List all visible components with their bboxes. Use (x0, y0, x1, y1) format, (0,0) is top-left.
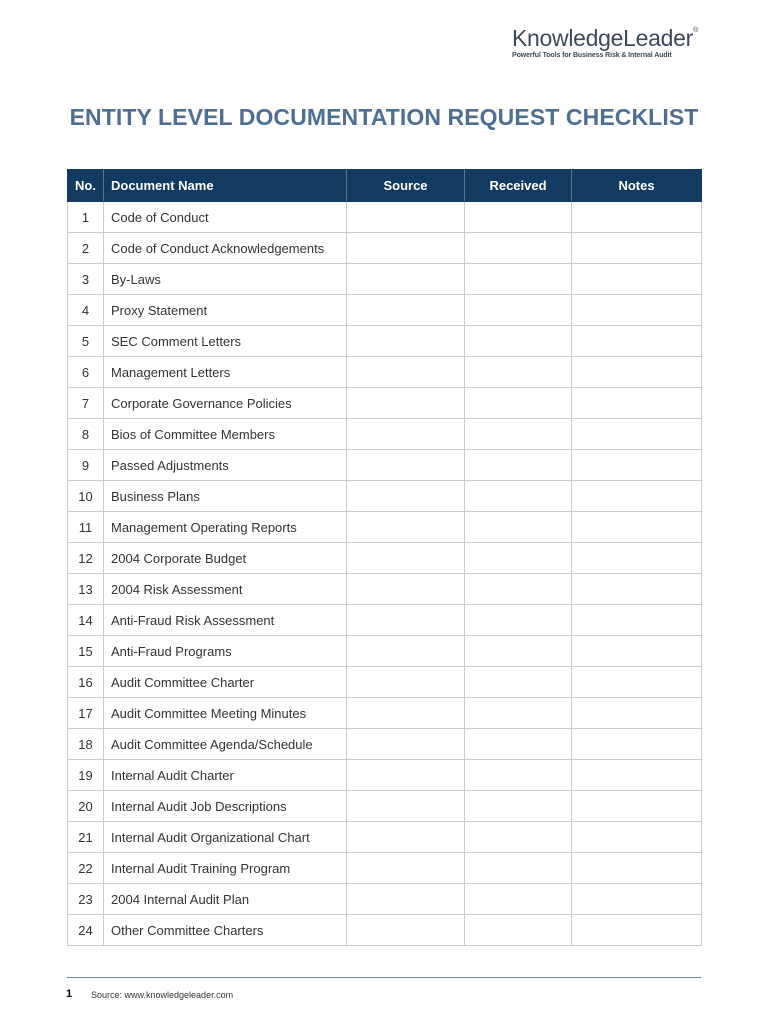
table-row (68, 760, 702, 791)
notes-cell (572, 388, 702, 419)
row-number: 15 (68, 636, 104, 667)
table-row (68, 233, 702, 264)
document-name: Business Plans (104, 481, 347, 512)
received-cell (465, 419, 572, 450)
document-name: Code of Conduct Acknowledgements (104, 233, 347, 264)
notes-cell (572, 295, 702, 326)
table-row (68, 357, 702, 388)
table-row (68, 574, 702, 605)
document-name: Anti-Fraud Programs (104, 636, 347, 667)
row-number: 18 (68, 729, 104, 760)
row-number: 20 (68, 791, 104, 822)
received-cell (465, 574, 572, 605)
notes-cell (572, 915, 702, 946)
table-row (68, 915, 702, 946)
source-cell (347, 822, 465, 853)
source-cell (347, 853, 465, 884)
notes-cell (572, 233, 702, 264)
document-name: Proxy Statement (104, 295, 347, 326)
logo-wordmark (512, 24, 712, 52)
table-row (68, 729, 702, 760)
document-name: Internal Audit Training Program (104, 853, 347, 884)
document-name: 2004 Internal Audit Plan (104, 884, 347, 915)
source-cell (347, 419, 465, 450)
received-cell (465, 884, 572, 915)
notes-cell (572, 326, 702, 357)
footer-source: Source: www.knowledgeleader.com (91, 990, 234, 1000)
row-number: 8 (68, 419, 104, 450)
notes-cell (572, 884, 702, 915)
row-number: 22 (68, 853, 104, 884)
row-number: 17 (68, 698, 104, 729)
received-cell (465, 605, 572, 636)
source-cell (347, 450, 465, 481)
notes-cell (572, 574, 702, 605)
row-number: 13 (68, 574, 104, 605)
notes-cell (572, 667, 702, 698)
notes-cell (572, 636, 702, 667)
row-number: 6 (68, 357, 104, 388)
document-name: Management Letters (104, 357, 347, 388)
document-name: 2004 Risk Assessment (104, 574, 347, 605)
document-name: Internal Audit Organizational Chart (104, 822, 347, 853)
source-cell (347, 357, 465, 388)
header-notes: Notes (572, 170, 702, 202)
notes-cell (572, 481, 702, 512)
notes-cell (572, 698, 702, 729)
logo-word-knowledge: Knowledge (512, 25, 624, 51)
received-cell (465, 853, 572, 884)
logo-tagline: Powerful Tools for Business Risk & Internal Audit (512, 52, 672, 59)
received-cell (465, 481, 572, 512)
received-cell (465, 202, 572, 233)
registered-mark: ® (692, 27, 698, 34)
source-cell (347, 915, 465, 946)
row-number: 24 (68, 915, 104, 946)
document-name: Internal Audit Job Descriptions (104, 791, 347, 822)
received-cell (465, 295, 572, 326)
row-number: 2 (68, 233, 104, 264)
received-cell (465, 760, 572, 791)
row-number: 3 (68, 264, 104, 295)
notes-cell (572, 357, 702, 388)
document-name: Audit Committee Agenda/Schedule (104, 729, 347, 760)
source-cell (347, 543, 465, 574)
document-name: Bios of Committee Members (104, 419, 347, 450)
source-cell (347, 698, 465, 729)
table-row (68, 543, 702, 574)
received-cell (465, 915, 572, 946)
source-cell (347, 667, 465, 698)
notes-cell (572, 822, 702, 853)
table-row (68, 481, 702, 512)
notes-cell (572, 791, 702, 822)
row-number: 14 (68, 605, 104, 636)
source-cell (347, 202, 465, 233)
row-number: 4 (68, 295, 104, 326)
header-row (68, 170, 702, 202)
received-cell (465, 791, 572, 822)
table-row (68, 853, 702, 884)
header-source: Source (347, 170, 465, 202)
page-number: 1 (66, 988, 73, 1000)
received-cell (465, 450, 572, 481)
document-name: Passed Adjustments (104, 450, 347, 481)
received-cell (465, 264, 572, 295)
source-cell (347, 574, 465, 605)
logo-word-leader: Leader (623, 25, 693, 51)
received-cell (465, 667, 572, 698)
document-name: Audit Committee Meeting Minutes (104, 698, 347, 729)
received-cell (465, 326, 572, 357)
received-cell (465, 543, 572, 574)
row-number: 23 (68, 884, 104, 915)
document-name: Corporate Governance Policies (104, 388, 347, 419)
document-name: Management Operating Reports (104, 512, 347, 543)
source-cell (347, 791, 465, 822)
notes-cell (572, 419, 702, 450)
table-row (68, 667, 702, 698)
received-cell (465, 357, 572, 388)
notes-cell (572, 512, 702, 543)
row-number: 10 (68, 481, 104, 512)
source-cell (347, 605, 465, 636)
document-name: Code of Conduct (104, 202, 347, 233)
notes-cell (572, 729, 702, 760)
header-no: No. (68, 170, 104, 202)
table-row (68, 264, 702, 295)
source-cell (347, 884, 465, 915)
source-cell (347, 233, 465, 264)
row-number: 12 (68, 543, 104, 574)
row-number: 19 (68, 760, 104, 791)
checklist-table (67, 169, 702, 946)
document-name: Other Committee Charters (104, 915, 347, 946)
table-row (68, 791, 702, 822)
source-cell (347, 636, 465, 667)
source-cell (347, 481, 465, 512)
footer-divider (67, 977, 701, 978)
row-number: 9 (68, 450, 104, 481)
notes-cell (572, 605, 702, 636)
table-row (68, 450, 702, 481)
row-number: 21 (68, 822, 104, 853)
source-cell (347, 760, 465, 791)
row-number: 11 (68, 512, 104, 543)
source-cell (347, 729, 465, 760)
table-row (68, 512, 702, 543)
row-number: 7 (68, 388, 104, 419)
received-cell (465, 729, 572, 760)
received-cell (465, 388, 572, 419)
document-name: Internal Audit Charter (104, 760, 347, 791)
header-received: Received (465, 170, 572, 202)
table-row (68, 326, 702, 357)
knowledgeleader-logo (512, 24, 712, 60)
table-row (68, 822, 702, 853)
table-row (68, 884, 702, 915)
source-cell (347, 326, 465, 357)
notes-cell (572, 760, 702, 791)
source-cell (347, 264, 465, 295)
table-row (68, 295, 702, 326)
source-cell (347, 388, 465, 419)
received-cell (465, 233, 572, 264)
table-row (68, 388, 702, 419)
source-cell (347, 295, 465, 326)
notes-cell (572, 202, 702, 233)
row-number: 5 (68, 326, 104, 357)
received-cell (465, 636, 572, 667)
table-row (68, 636, 702, 667)
document-name: SEC Comment Letters (104, 326, 347, 357)
page-title: ENTITY LEVEL DOCUMENTATION REQUEST CHECKLIST (69, 104, 699, 130)
document-name: Audit Committee Charter (104, 667, 347, 698)
header-document-name: Document Name (104, 170, 347, 202)
row-number: 16 (68, 667, 104, 698)
notes-cell (572, 264, 702, 295)
table-row (68, 202, 702, 233)
notes-cell (572, 853, 702, 884)
table-row (68, 605, 702, 636)
row-number: 1 (68, 202, 104, 233)
document-name: 2004 Corporate Budget (104, 543, 347, 574)
received-cell (465, 512, 572, 543)
document-name: By-Laws (104, 264, 347, 295)
source-cell (347, 512, 465, 543)
received-cell (465, 822, 572, 853)
notes-cell (572, 450, 702, 481)
table-row (68, 698, 702, 729)
document-name: Anti-Fraud Risk Assessment (104, 605, 347, 636)
notes-cell (572, 543, 702, 574)
table-row (68, 419, 702, 450)
received-cell (465, 698, 572, 729)
